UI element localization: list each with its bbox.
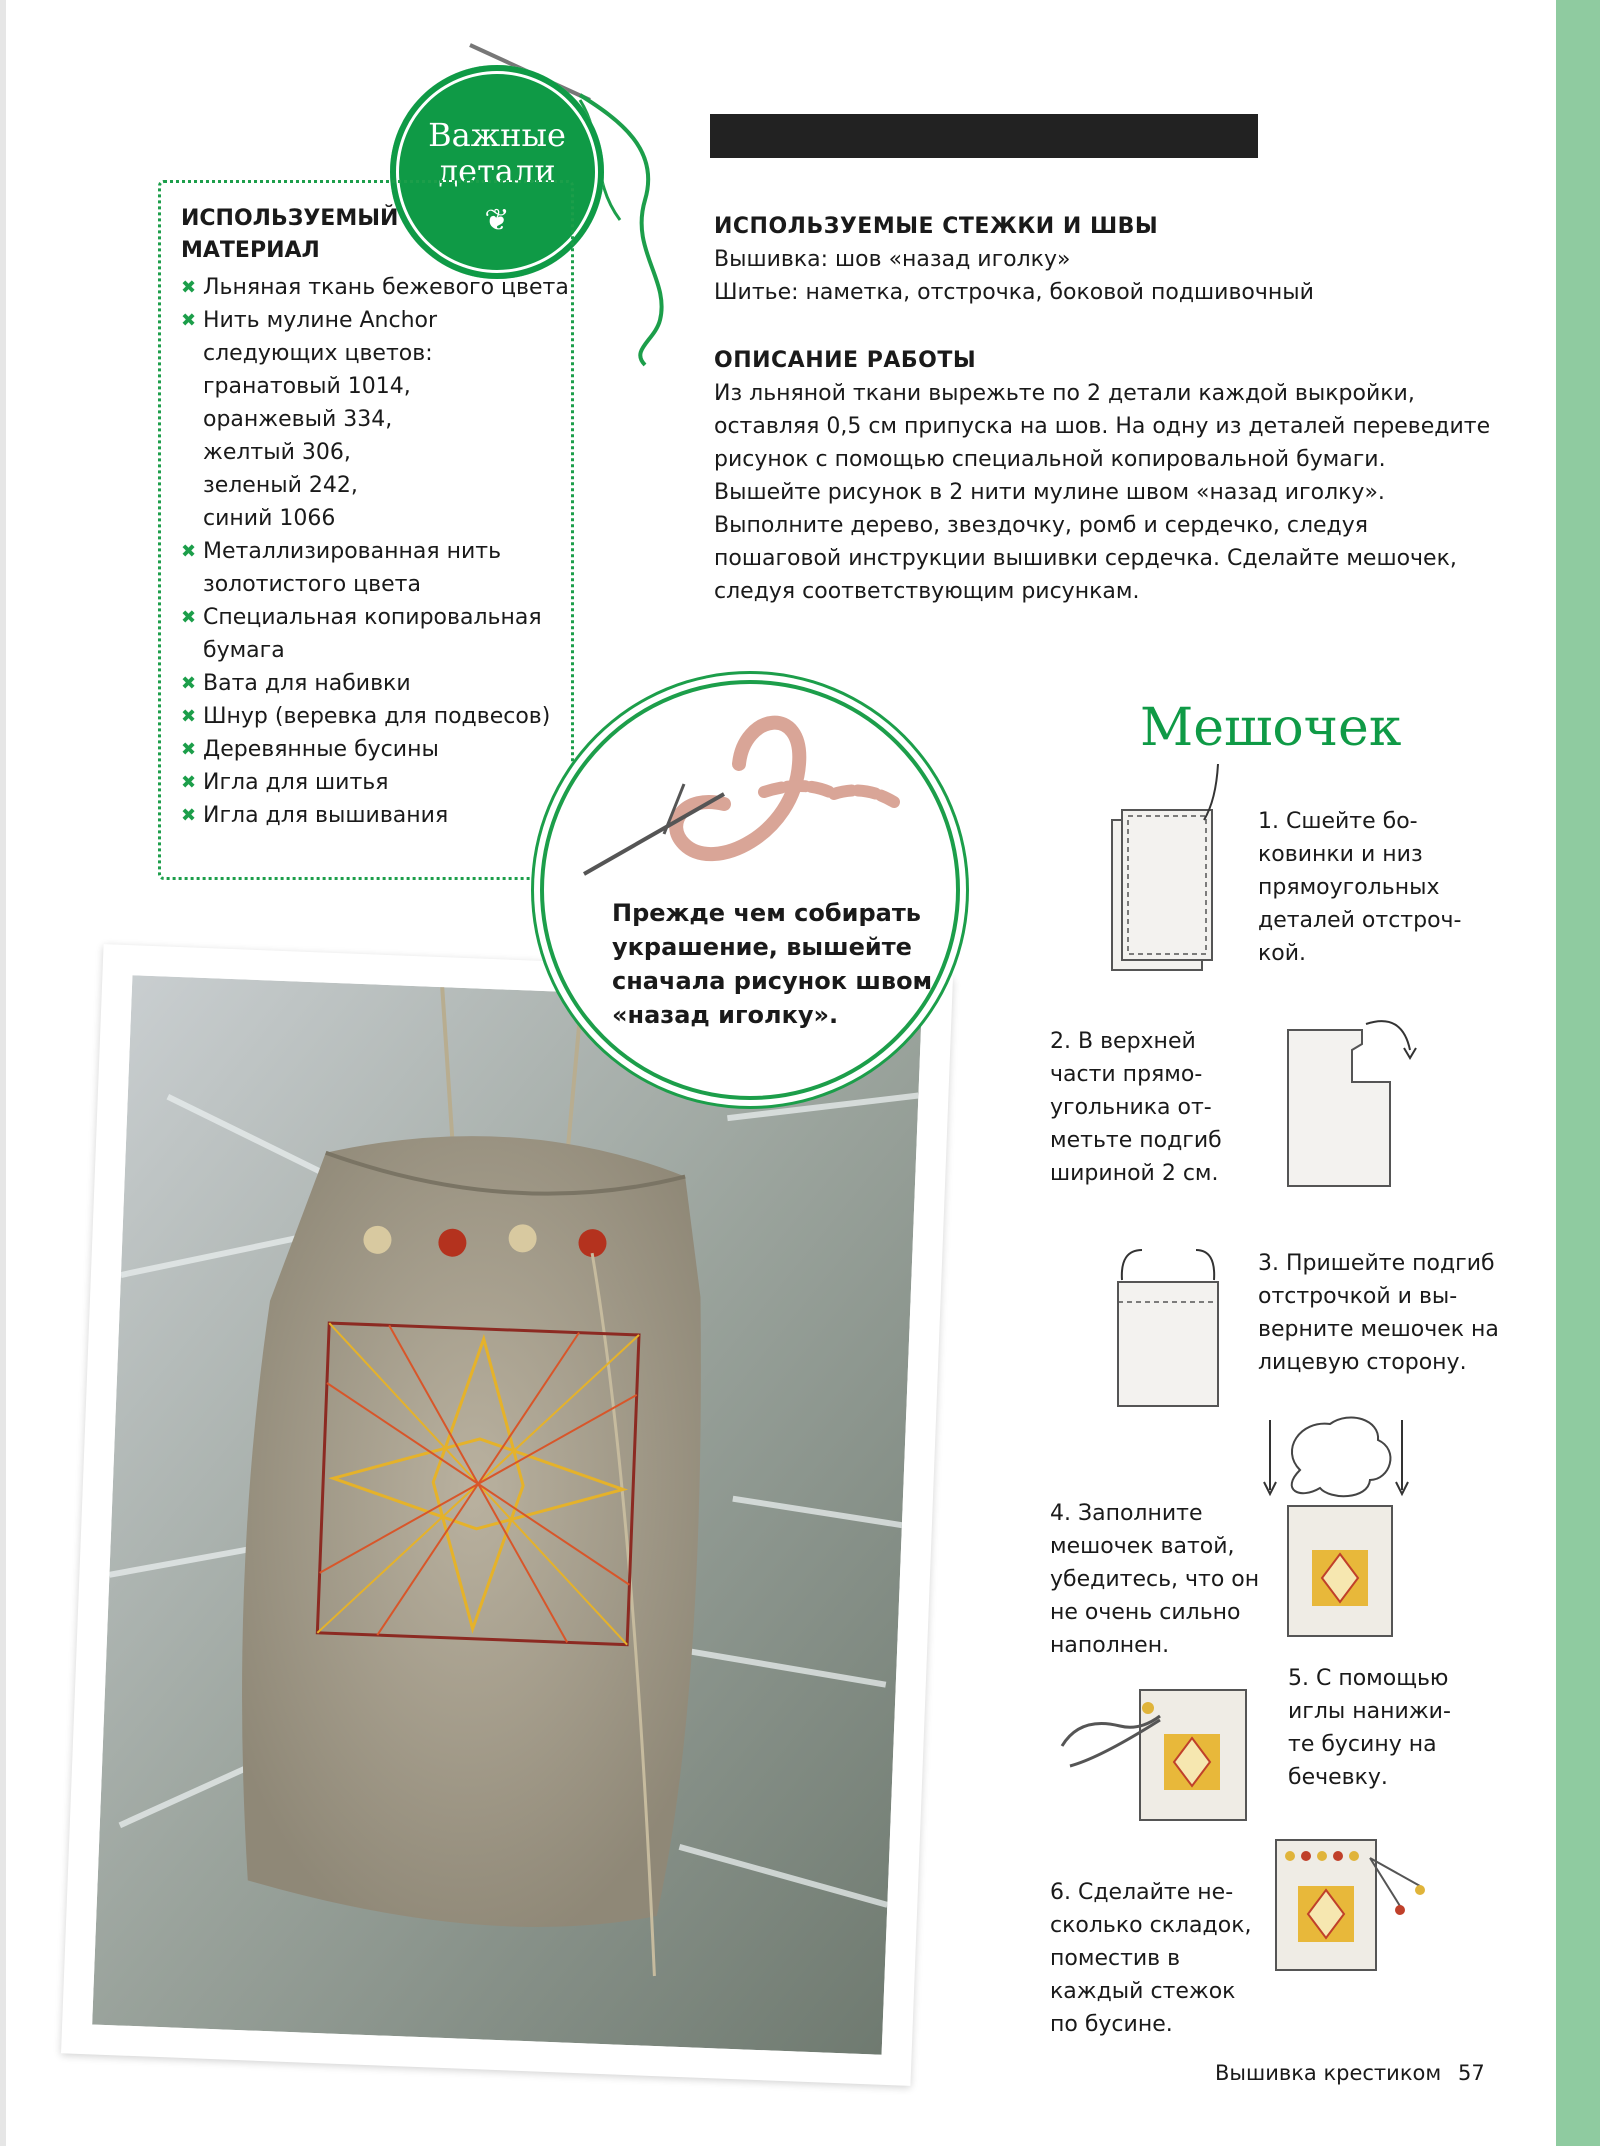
step5-diagram	[1060, 1686, 1260, 1826]
page-number: 57	[1458, 2061, 1485, 2085]
tip-text: Прежде чем собирать украшение, вышейте сначала рисунок швом «назад иголку».	[612, 899, 933, 1029]
stitches-line: Вышивка: шов «назад иголку»	[714, 247, 1071, 272]
list-item: ✖ Льняная ткань бежевого цвета	[181, 271, 571, 304]
cross-bullet-icon: ✖	[181, 673, 197, 694]
description-line: Выполните дерево, звездочку, ромб и сердечко, следуя	[714, 513, 1369, 538]
side-color-strip	[1556, 0, 1600, 2146]
list-item: ✖ Игла для шитья	[181, 766, 571, 799]
cross-bullet-icon: ✖	[181, 607, 197, 628]
step2-diagram	[1282, 1010, 1422, 1190]
list-item: ✖ Деревянные бусины	[181, 733, 571, 766]
step3-diagram	[1100, 1240, 1240, 1410]
description-heading: ОПИСАНИЕ РАБОТЫ	[714, 348, 977, 373]
step-5: 5. С помощью иглы нанижи- те бусину на бечевку.	[1288, 1666, 1451, 1790]
description-line: пошаговой инструкции вышивки сердечка. Сделайте мешочек,	[714, 546, 1457, 571]
tip-circle	[540, 680, 960, 1100]
ornament-icon: ❦	[484, 203, 510, 238]
description-line: рисунок с помощью специальной копировальной бумаги.	[714, 447, 1386, 472]
color-item: синий 1066	[203, 506, 336, 531]
cross-bullet-icon: ✖	[181, 772, 197, 793]
list-item: ✖ Игла для вышивания	[181, 799, 571, 832]
cross-bullet-icon: ✖	[181, 277, 197, 298]
footer-section: Вышивка крестиком	[1215, 2061, 1442, 2085]
step-4: 4. Заполните мешочек ватой, убедитесь, что он не очень сильно наполнен.	[1050, 1501, 1260, 1658]
header-bar	[710, 114, 1258, 158]
list-item: ✖ Металлизированная нить золотистого цвета	[181, 535, 571, 601]
ornament-photo	[61, 944, 953, 2086]
list-item: ✖ Шнур (веревка для подвесов)	[181, 700, 571, 733]
cross-bullet-icon: ✖	[181, 739, 197, 760]
materials-box	[158, 180, 574, 880]
color-item: желтый 306,	[203, 440, 351, 465]
list-item: ✖ Вата для набивки	[181, 667, 571, 700]
color-item: гранатовый 1014,	[203, 374, 411, 399]
description-line: Из льняной ткани вырежьте по 2 детали каждой выкройки,	[714, 381, 1415, 406]
needle-thread-icon	[544, 684, 964, 904]
description-line: оставляя 0,5 см припуска на шов. На одну из деталей переведите	[714, 414, 1491, 439]
step6-diagram	[1270, 1836, 1440, 1976]
badge-title-line2: детали	[438, 152, 556, 190]
color-item: оранжевый 334,	[203, 407, 393, 432]
stitches-heading: ИСПОЛЬЗУЕМЫЕ СТЕЖКИ И ШВЫ	[714, 214, 1159, 239]
page-edge	[0, 0, 6, 2146]
section-title: Мешочек	[1140, 698, 1402, 758]
step-2: 2. В верхней части прямо- угольника от- метьте подгиб шириной 2 см.	[1050, 1029, 1222, 1186]
cross-bullet-icon: ✖	[181, 541, 197, 562]
color-item: зеленый 242,	[203, 473, 358, 498]
cross-bullet-icon: ✖	[181, 310, 197, 331]
description-line: Вышейте рисунок в 2 нити мулине швом «назад иголку».	[714, 480, 1385, 505]
description-line: следуя соответствующим рисункам.	[714, 579, 1140, 604]
cross-bullet-icon: ✖	[181, 706, 197, 727]
cross-bullet-icon: ✖	[181, 805, 197, 826]
step-3: 3. Пришейте подгиб отстрочкой и вы- верните мешочек на лицевую сторону.	[1258, 1251, 1499, 1375]
step-1: 1. Сшейте бо- ковинки и низ прямоугольных деталей отстроч- кой.	[1258, 809, 1462, 966]
materials-heading: ИСПОЛЬЗУЕМЫЙ МАТЕРИАЛ	[181, 206, 399, 263]
stitches-section	[714, 210, 1514, 309]
materials-list	[181, 271, 571, 832]
list-item: ✖ Нить мулине Anchor следующих цветов: гранатовый 1014, оранжевый 334, желтый 306, зеленый 242, синий 1066	[181, 304, 571, 535]
list-item: ✖ Специальная копировальная бумага	[181, 601, 571, 667]
step1-diagram	[1108, 760, 1228, 980]
description-section	[714, 344, 1514, 608]
step-6: 6. Сделайте не- сколько складок, поместив в каждый стежок по бусине.	[1050, 1880, 1252, 2037]
step4-diagram	[1260, 1410, 1420, 1640]
embroidered-bag-image	[92, 975, 922, 2055]
badge-title-line1: Важные	[428, 116, 566, 154]
stitches-line: Шитье: наметка, отстрочка, боковой подшивочный	[714, 280, 1314, 305]
